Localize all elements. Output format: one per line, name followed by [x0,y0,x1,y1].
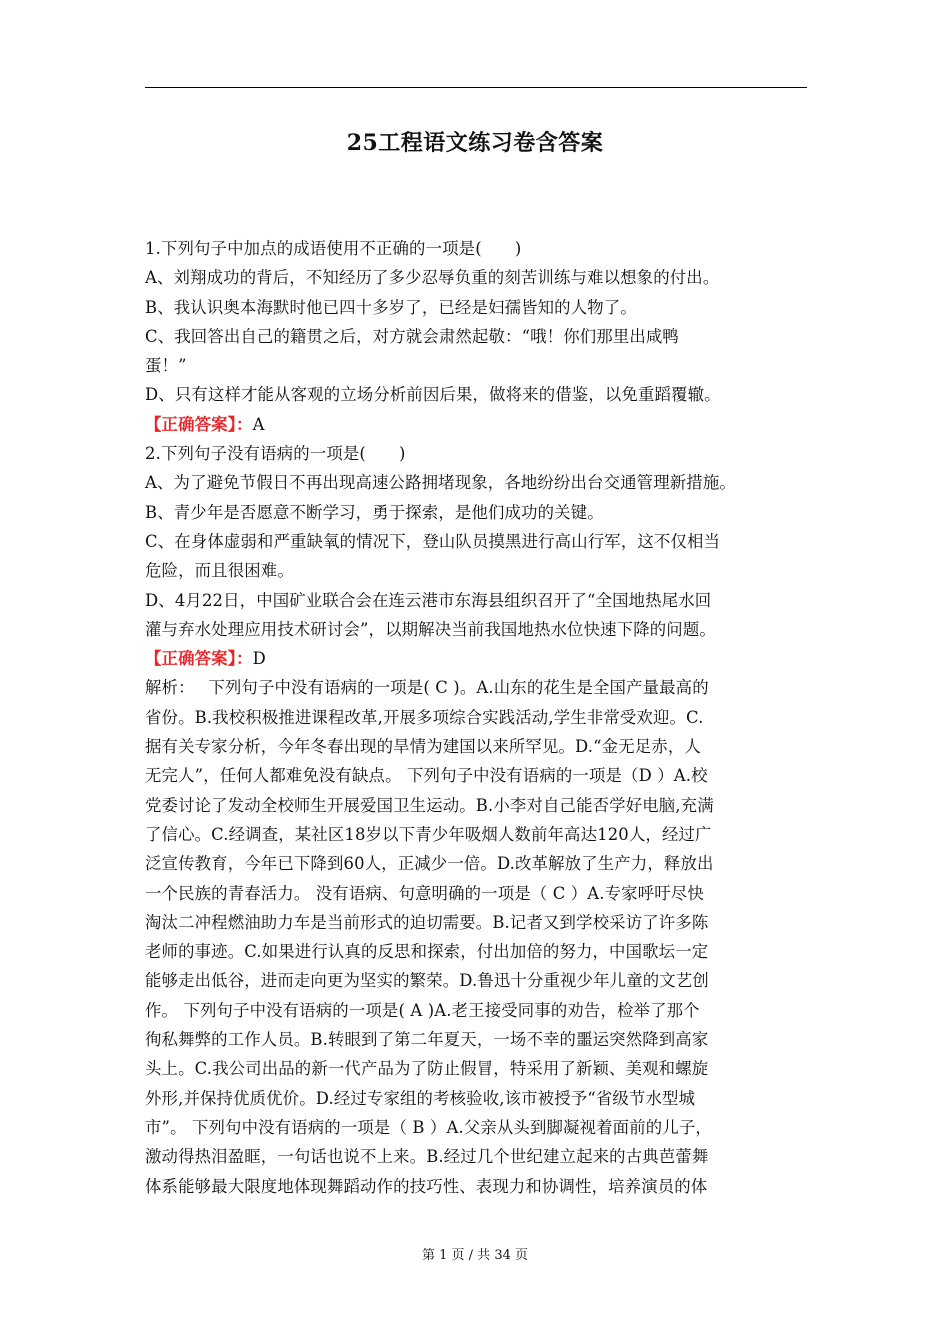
analysis-line: 解析： 下列句子中没有语病的一项是( C )。A.山东的花生是全国产量最高的 [145,678,709,698]
question-1-option-a: A、刘翔成功的背后，不知经历了多少忍辱负重的刻苦训练与难以想象的付出。 [145,268,720,288]
analysis-line: 了信心。C.经调查，某社区18岁以下青少年吸烟人数前年高达120人，经过广 [145,824,712,844]
analysis-line: 老师的事迹。C.如果进行认真的反思和探索，付出加倍的努力，中国歌坛一定 [145,942,709,962]
question-1-stem: 1.下列句子中加点的成语使用不正确的一项是( ) [145,239,522,258]
analysis-line: 无完人”，任何人都难免没有缺点。 下列句子中没有语病的一项是（D ）A.校 [145,766,708,786]
page-footer: 第 1 页 / 共 34 页 [422,1248,528,1263]
analysis-line: 头上。C.我公司出品的新一代产品为了防止假冒，特采用了新颖、美观和螺旋 [145,1059,709,1079]
analysis-line: 省份。B.我校积极推进课程改革,开展多项综合实践活动,学生非常受欢迎。C. [145,707,704,727]
analysis-line: 党委讨论了发动全校师生开展爱国卫生运动。B.小李对自己能否学好电脑,充满 [145,795,714,815]
question-2-option-d-cont: 灌与弃水处理应用技术研讨会”，以期解决当前我国地热水位快速下降的问题。 [145,619,716,639]
analysis-line: 能够走出低谷，进而走向更为坚实的繁荣。D.鲁迅十分重视少年儿童的文艺创 [145,971,709,991]
answer-label: 【正确答案】： [145,414,253,434]
document-title: 25工程语文练习卷含答案 [346,130,604,156]
analysis-line: 体系能够最大限度地体现舞蹈动作的技巧性、表现力和协调性，培养演员的体 [145,1176,708,1196]
analysis-line: 激动得热泪盈眶，一句话也说不上来。B.经过几个世纪建立起来的古典芭蕾舞 [145,1147,709,1167]
analysis-line: 淘汰二冲程燃油助力车是当前形式的迫切需要。B.记者又到学校采访了许多陈 [145,912,709,932]
analysis-line: 外形,并保持优质优价。D.经过专家组的考核验收,该市被授予“省级节水型城 [145,1088,696,1108]
analysis-line: 据有关专家分析，今年冬春出现的旱情为建国以来所罕见。D.“金无足赤，人 [145,737,701,757]
question-2-option-c: C、在身体虚弱和严重缺氧的情况下，登山队员摸黑进行高山行军，这不仅相当 [145,531,721,551]
answer-value: A [252,414,265,434]
answer-value: D [252,649,266,669]
analysis-line: 一个民族的青春活力。 没有语病、句意明确的一项是（ C ）A.专家呼吁尽快 [145,883,704,903]
header-rule [145,87,807,88]
analysis-line: 作。 下列句子中没有语病的一项是( A )A.老王接受同事的劝告，检举了那个 [145,1000,700,1020]
question-2-option-d: D、4月22日，中国矿业联合会在连云港市东海县组织召开了“全国地热尾水回 [145,590,712,610]
analysis-line: 泛宣传教育，今年已下降到60人，正减少一倍。D.改革解放了生产力，释放出 [145,854,714,874]
question-1-answer [145,410,813,439]
document-body [145,234,813,1201]
question-1-option-b: B、我认识奥本海默时他已四十多岁了，已经是妇孺皆知的人物了。 [145,297,637,317]
question-2-option-a: A、为了避免节假日不再出现高速公路拥堵现象，各地纷纷出台交通管理新措施。 [145,473,736,493]
question-2-option-b: B、青少年是否愿意不断学习，勇于探索，是他们成功的关键。 [145,502,604,522]
question-1-option-d: D、只有这样才能从客观的立场分析前因后果，做将来的借鉴，以免重蹈覆辙。 [145,385,721,405]
question-2-option-c-cont: 危险，而且很困难。 [145,561,294,581]
question-1-option-c-cont: 蛋！” [145,356,187,376]
question-2-answer [145,644,813,673]
question-1-option-c: C、我回答出自己的籍贯之后，对方就会肃然起敬：“哦！你们那里出咸鸭 [145,326,679,346]
answer-label: 【正确答案】： [145,649,253,669]
analysis-line: 徇私舞弊的工作人员。B.转眼到了第二年夏天，一场不幸的噩运突然降到高家 [145,1030,709,1050]
question-2-stem: 2.下列句子没有语病的一项是( ) [145,444,406,464]
analysis-line: 市”。 下列句中没有语病的一项是（ B ）A.父亲从头到脚凝视着面前的儿子， [145,1117,712,1137]
